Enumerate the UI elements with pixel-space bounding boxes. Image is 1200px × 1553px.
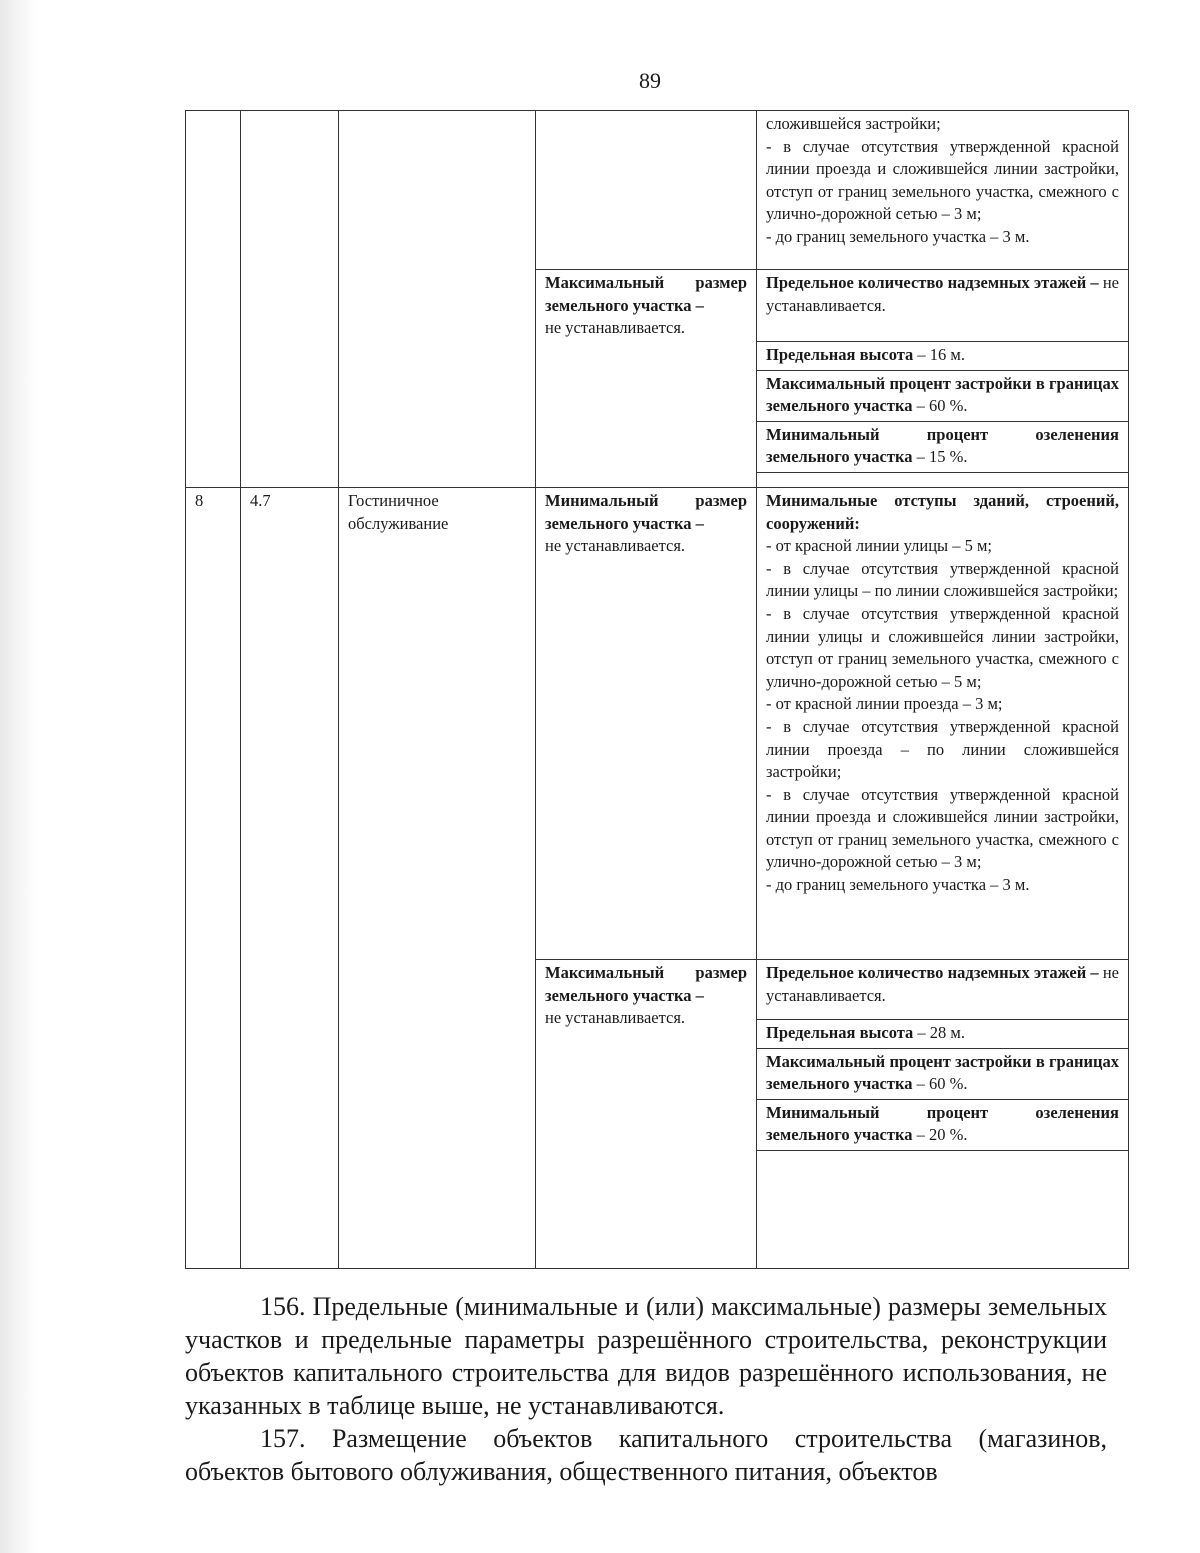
cell-name-prev <box>339 111 536 488</box>
cell-height-prev <box>757 342 1129 371</box>
floors-value: не устанавливается. <box>766 273 1119 315</box>
min-size-value: не устанавливается. <box>545 536 686 556</box>
cell-spacer <box>757 1150 1129 1268</box>
cell-built-percent <box>757 1048 1129 1099</box>
paragraph-157: 157. Размещение объектов капитального строительства (магазинов, объектов бытового облуживания, общественного питания, объектов <box>185 1424 1107 1486</box>
cell-use-name: Гостиничное обслуживание <box>339 487 536 1268</box>
height-value: – 16 м. <box>913 345 965 364</box>
paragraph-156: 156. Предельные (минимальные и (или) максимальные) размеры земельных участков и предельные параметры разрешённого строительства, реконструкции объектов капитального строительства для видов разрешённого использования, не указанных в таблице выше, не устанавливаются. <box>185 1292 1107 1420</box>
built-percent-value: – 60 %. <box>912 396 968 416</box>
green-percent-value: – 20 %. <box>912 1125 968 1145</box>
cell-row-number: 8 <box>186 487 241 1268</box>
cell-floors-prev <box>757 270 1129 342</box>
indent-line: - в случае отсутствия утвержденной красной линии проезда и сложившейся линии застройки, отступ от границ земельного участка, смежного с улично-дорожной сетью – 3 м; <box>766 136 1119 224</box>
built-percent-value: – 60 %. <box>912 1074 968 1094</box>
green-percent-label: Минимальный процент озеленения земельного участка <box>766 1102 1119 1145</box>
cell-min-size <box>536 487 757 959</box>
indent-line: - в случае отсутствия утвержденной красной линии улицы – по линии сложившейся застройки; <box>766 558 1119 601</box>
cell-max-size-prev <box>536 270 757 488</box>
cell-code-prev <box>241 111 339 488</box>
cell-use-code: 4.7 <box>241 487 339 1268</box>
height-value: – 28 м. <box>913 1022 965 1042</box>
indent-line: - в случае отсутствия утвержденной красной линии проезда и сложившейся линии застройки, отступ от границ земельного участка, смежного с улично-дорожной сетью – 3 м; <box>766 784 1119 872</box>
indent-line: - от красной линии улицы – 5 м; <box>766 536 993 556</box>
body-text <box>185 1290 1107 1488</box>
cell-spacer-prev <box>757 472 1129 487</box>
green-percent-label: Минимальный процент озеленения земельного участка <box>766 424 1119 467</box>
cell-floors <box>757 959 1129 1019</box>
indent-line: - в случае отсутствия утвержденной красной линии проезда – по линии сложившейся застройки; <box>766 716 1119 782</box>
scan-edge <box>0 0 38 1553</box>
max-size-value: не устанавливается. <box>545 1008 686 1028</box>
indent-line: - в случае отсутствия утвержденной красной линии улицы и сложившейся линии застройки, отступ от границ земельного участка, смежного с улично-дорожной сетью – 5 м; <box>766 603 1119 691</box>
built-percent-label: Максимальный процент застройки в границах земельного участка <box>766 1051 1119 1094</box>
min-indents-title: Минимальные отступы зданий, строений, сооружений: <box>766 490 1119 533</box>
cell-max-size <box>536 959 757 1268</box>
cell-min-size-prev <box>536 111 757 270</box>
green-percent-value: – 15 %. <box>912 447 968 467</box>
height-label: Предельная высота <box>766 345 914 364</box>
indent-line: - от красной линии проезда – 3 м; <box>766 694 1003 714</box>
page-number: 89 <box>639 68 661 93</box>
height-label: Предельная высота <box>766 1022 914 1042</box>
indent-line: - до границ земельного участка – 3 м. <box>766 875 1030 895</box>
cell-height <box>757 1019 1129 1048</box>
cell-min-indents-tail <box>757 111 1129 270</box>
min-size-label: Минимальный размер земельного участка – <box>545 490 747 533</box>
cell-green-percent <box>757 1099 1129 1150</box>
max-size-value: не устанавливается. <box>545 318 686 338</box>
cell-green-percent-prev <box>757 421 1129 472</box>
max-size-label: Максимальный размер земельного участка – <box>545 962 747 1005</box>
cell-built-percent-prev <box>757 370 1129 421</box>
built-percent-label: Максимальный процент застройки в границах земельного участка <box>766 373 1119 416</box>
max-size-label: Максимальный размер земельного участка – <box>545 273 747 315</box>
floors-label: Предельное количество надземных этажей – <box>766 273 1099 292</box>
table-row <box>186 487 1129 959</box>
indent-line: - до границ земельного участка – 3 м. <box>766 226 1030 246</box>
indent-line: сложившейся застройки; <box>766 114 941 133</box>
table-row <box>186 111 1129 270</box>
floors-value: не устанавливается. <box>766 962 1119 1005</box>
cell-min-indents <box>757 487 1129 959</box>
regulations-table <box>185 110 1129 1269</box>
cell-num-prev <box>186 111 241 488</box>
floors-label: Предельное количество надземных этажей – <box>766 962 1099 982</box>
